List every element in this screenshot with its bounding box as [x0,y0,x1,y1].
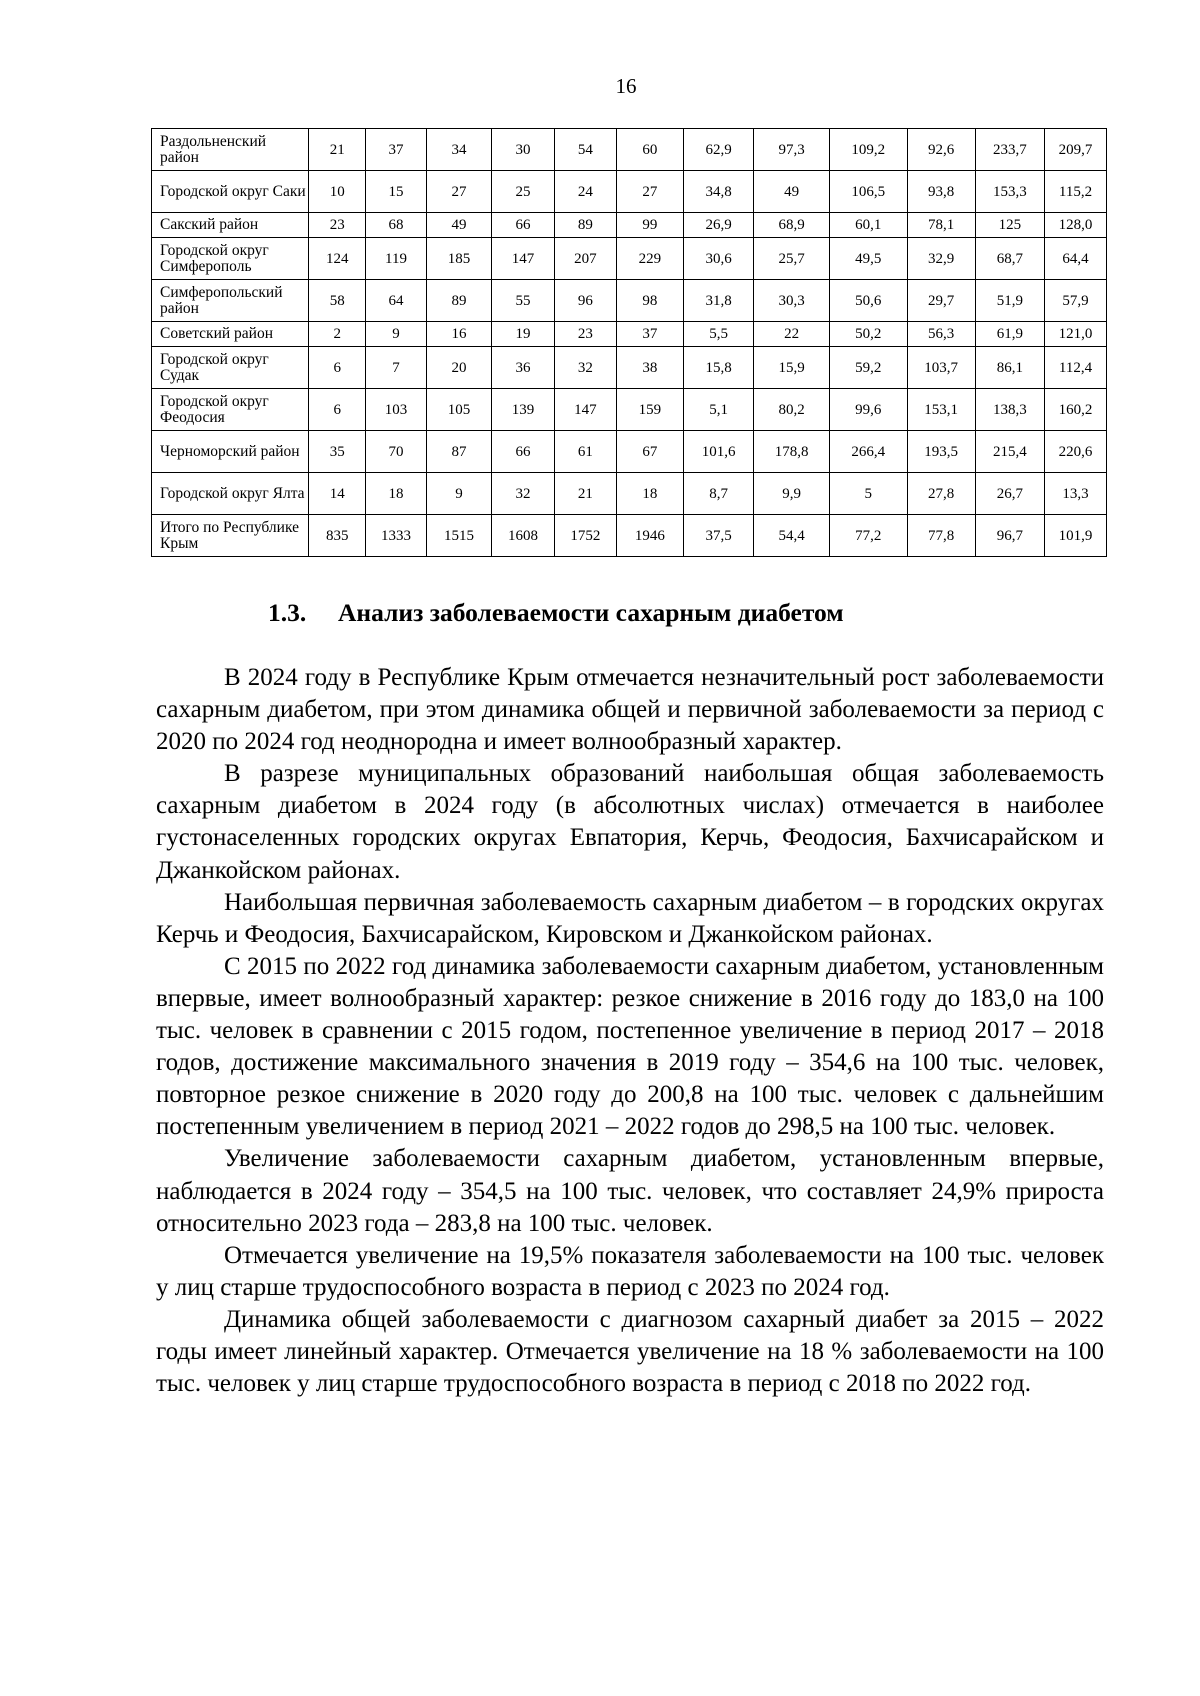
table-cell: 50,6 [829,280,907,322]
table-cell: 9 [366,322,427,347]
table-cell: 93,8 [907,171,975,213]
table-cell: 103,7 [907,347,975,389]
table-cell: 105 [426,389,491,431]
table-cell: 37 [366,129,427,171]
table-cell: 266,4 [829,431,907,473]
table-cell: 78,1 [907,213,975,238]
table-row [152,171,1107,213]
table-cell: 1515 [426,515,491,557]
table-cell: 60,1 [829,213,907,238]
table-row [152,238,1107,280]
table-cell: 77,8 [907,515,975,557]
table-cell: 220,6 [1044,431,1106,473]
table-cell: 66 [491,213,554,238]
row-label: Сакский район [152,213,309,238]
table-cell: 139 [491,389,554,431]
table-cell: 193,5 [907,431,975,473]
table-cell: 55 [491,280,554,322]
page-number: 16 [615,74,637,98]
row-label: Итого по Республике Крым [152,515,309,557]
table-cell: 121,0 [1044,322,1106,347]
row-label: Городской округ Судак [152,347,309,389]
table-cell: 57,9 [1044,280,1106,322]
table-cell: 15,9 [754,347,830,389]
table-cell: 5,1 [684,389,754,431]
row-label: Раздольненский район [152,129,309,171]
table-cell: 14 [309,473,366,515]
row-label: Городской округ Саки [152,171,309,213]
paragraph: В 2024 году в Республике Крым отмечается незначительный рост заболеваемости сахарным диабетом, при этом динамика общей и первичной заболеваемости за период с 2020 по 2024 год неоднородна и имеет волнообразный характер. [156,664,1104,756]
table-cell: 54,4 [754,515,830,557]
table-row [152,431,1107,473]
table-cell: 27,8 [907,473,975,515]
table-cell: 37,5 [684,515,754,557]
table-cell: 29,7 [907,280,975,322]
table-cell: 54 [554,129,616,171]
table-cell: 5,5 [684,322,754,347]
paragraph: Наибольшая первичная заболеваемость сахарным диабетом – в городских округах Керчь и Феодосия, Бахчисарайском, Кировском и Джанкойском районах. [156,888,1104,948]
paragraph: С 2015 по 2022 год динамика заболеваемости сахарным диабетом, установленным впервые, имеет волнообразный характер: резкое снижение в 2016 году до 183,0 на 100 тыс. человек в сравнении с 2015 годом, постепенное увеличение в период 2017 – 2018 годов, достижение максимального значения в 2019 году – 354,6 на 100 тыс. человек, повторное резкое снижение в 2020 году до 200,8 на 100 тыс. человек с дальнейшим постепенным увеличением в период 2021 – 2022 годов до 298,5 на 100 тыс. человек. [156,952,1104,1141]
table-cell: 70 [366,431,427,473]
table-cell: 32 [554,347,616,389]
morbidity-table [151,128,1107,557]
table-cell: 56,3 [907,322,975,347]
table-cell: 32 [491,473,554,515]
table-cell: 96,7 [975,515,1044,557]
table-cell: 64,4 [1044,238,1106,280]
table-cell: 103 [366,389,427,431]
table-cell: 20 [426,347,491,389]
table-cell: 2 [309,322,366,347]
row-label: Советский район [152,322,309,347]
table-cell: 62,9 [684,129,754,171]
table-cell: 215,4 [975,431,1044,473]
table-cell: 89 [426,280,491,322]
row-label: Городской округ Феодосия [152,389,309,431]
table-cell: 99 [616,213,683,238]
table-cell: 112,4 [1044,347,1106,389]
table-cell: 34 [426,129,491,171]
table-cell: 97,3 [754,129,830,171]
body-text [156,662,1104,1400]
table-cell: 138,3 [975,389,1044,431]
table-cell: 15,8 [684,347,754,389]
table-cell: 38 [616,347,683,389]
table-row [152,129,1107,171]
table-row [152,473,1107,515]
table-cell: 26,9 [684,213,754,238]
paragraph: Динамика общей заболеваемости с диагнозом сахарный диабет за 2015 – 2022 годы имеет линейный характер. Отмечается увеличение на 18 % заболеваемости на 100 тыс. человек у лиц старше трудоспособного возраста в период с 2018 по 2022 год. [156,1305,1104,1398]
table-cell: 15 [366,171,427,213]
table-cell: 835 [309,515,366,557]
table-cell: 25 [491,171,554,213]
table-cell: 99,6 [829,389,907,431]
table-cell: 27 [616,171,683,213]
row-label: Городской округ Симферополь [152,238,309,280]
table-cell: 23 [309,213,366,238]
table-cell: 96 [554,280,616,322]
table-cell: 49 [754,171,830,213]
table-row [152,347,1107,389]
section-number: 1.3. [268,598,307,627]
table-cell: 24 [554,171,616,213]
table-cell: 115,2 [1044,171,1106,213]
table-cell: 1333 [366,515,427,557]
row-label: Городской округ Ялта [152,473,309,515]
section-title: Анализ заболеваемости сахарным диабетом [338,598,844,627]
table-cell: 233,7 [975,129,1044,171]
section-heading [268,598,844,628]
table-row [152,389,1107,431]
table-cell: 77,2 [829,515,907,557]
table-cell: 153,1 [907,389,975,431]
table-cell: 30 [491,129,554,171]
table-cell: 109,2 [829,129,907,171]
table-cell: 9 [426,473,491,515]
table-cell: 19 [491,322,554,347]
table-cell: 67 [616,431,683,473]
table-cell: 68,9 [754,213,830,238]
table-cell: 58 [309,280,366,322]
table-cell: 153,3 [975,171,1044,213]
table-cell: 37 [616,322,683,347]
table-cell: 26,7 [975,473,1044,515]
table-cell: 21 [309,129,366,171]
table-cell: 10 [309,171,366,213]
paragraph: В разрезе муниципальных образований наибольшая общая заболеваемость сахарным диабетом в 2024 году (в абсолютных числах) отмечается в наиболее густонаселенных городских округах Евпатория, Керчь, Феодосия, Бахчисарайском и Джанкойском районах. [156,760,1104,884]
table-cell: 119 [366,238,427,280]
table-cell: 101,6 [684,431,754,473]
table-cell: 64 [366,280,427,322]
table-cell: 23 [554,322,616,347]
table-cell: 6 [309,347,366,389]
table-cell: 229 [616,238,683,280]
table-cell: 59,2 [829,347,907,389]
table-cell: 9,9 [754,473,830,515]
table-cell: 18 [616,473,683,515]
table-cell: 5 [829,473,907,515]
table-cell: 8,7 [684,473,754,515]
table-cell: 1946 [616,515,683,557]
table-cell: 147 [554,389,616,431]
table-cell: 36 [491,347,554,389]
table-cell: 6 [309,389,366,431]
table-cell: 101,9 [1044,515,1106,557]
table-cell: 7 [366,347,427,389]
table-row [152,280,1107,322]
table-cell: 207 [554,238,616,280]
table-cell: 87 [426,431,491,473]
row-label: Симферопольский район [152,280,309,322]
table-cell: 106,5 [829,171,907,213]
table-cell: 50,2 [829,322,907,347]
table-cell: 34,8 [684,171,754,213]
table-cell: 86,1 [975,347,1044,389]
table-cell: 178,8 [754,431,830,473]
table-cell: 32,9 [907,238,975,280]
table-cell: 80,2 [754,389,830,431]
paragraph: Отмечается увеличение на 19,5% показателя заболеваемости на 100 тыс. человек у лиц старше трудоспособного возраста в период с 2023 по 2024 год. [156,1241,1104,1301]
table-cell: 98 [616,280,683,322]
table-cell: 25,7 [754,238,830,280]
table-row [152,322,1107,347]
table-cell: 60 [616,129,683,171]
paragraph: Увеличение заболеваемости сахарным диабетом, установленным впервые, наблюдается в 2024 году – 354,5 на 100 тыс. человек, что составляет 24,9% прироста относительно 2023 года – 283,8 на 100 тыс. человек. [156,1145,1104,1237]
table-cell: 61,9 [975,322,1044,347]
table-cell: 30,6 [684,238,754,280]
table-cell: 51,9 [975,280,1044,322]
table-cell: 160,2 [1044,389,1106,431]
table-cell: 159 [616,389,683,431]
row-label: Черноморский район [152,431,309,473]
table-row [152,213,1107,238]
table-cell: 68 [366,213,427,238]
table-cell: 13,3 [1044,473,1106,515]
table-cell: 92,6 [907,129,975,171]
table-cell: 124 [309,238,366,280]
table-cell: 16 [426,322,491,347]
table-cell: 185 [426,238,491,280]
table-cell: 30,3 [754,280,830,322]
table-cell: 49,5 [829,238,907,280]
table-cell: 49 [426,213,491,238]
table-cell: 27 [426,171,491,213]
table-cell: 125 [975,213,1044,238]
table-cell: 1752 [554,515,616,557]
table-cell: 22 [754,322,830,347]
table-cell: 128,0 [1044,213,1106,238]
table-cell: 68,7 [975,238,1044,280]
table-cell: 209,7 [1044,129,1106,171]
table-cell: 1608 [491,515,554,557]
table-cell: 35 [309,431,366,473]
table-cell: 18 [366,473,427,515]
table-cell: 147 [491,238,554,280]
table-cell: 89 [554,213,616,238]
table-row-total [152,515,1107,557]
table-cell: 21 [554,473,616,515]
table-cell: 31,8 [684,280,754,322]
table-cell: 66 [491,431,554,473]
table-cell: 61 [554,431,616,473]
